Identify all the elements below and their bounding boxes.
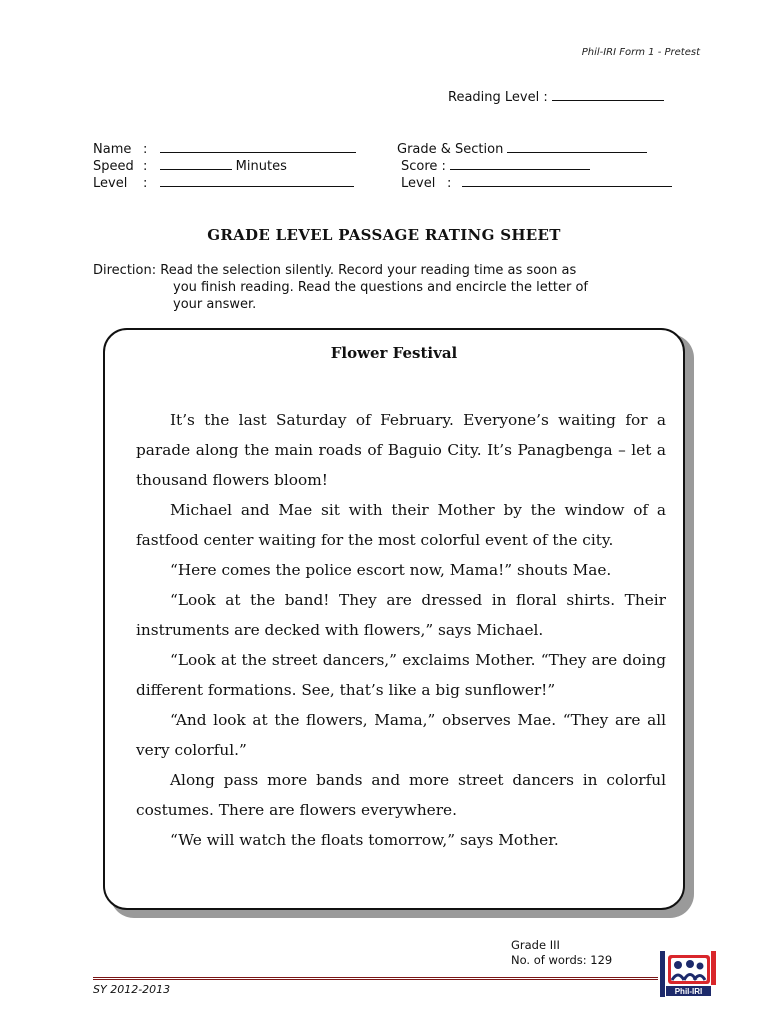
direction-block: [93, 262, 673, 313]
grade-section-blank[interactable]: [507, 140, 647, 153]
level2-field: Level :: [401, 174, 672, 191]
passage-title: Flower Festival: [330, 344, 458, 362]
passage-paragraph: “Look at the street dancers,” exclaims Mother. “They are doing different formations. See, that’s like a big sunflower!”: [136, 651, 666, 699]
level-blank[interactable]: [160, 174, 354, 187]
name-blank[interactable]: [160, 140, 356, 153]
grade-label: Grade III: [511, 938, 560, 952]
reading-level-field: [448, 88, 664, 105]
score-blank[interactable]: [450, 157, 590, 170]
direction-line-3: your answer.: [173, 297, 257, 312]
direction-label: Direction:: [93, 263, 157, 278]
speed-blank[interactable]: [160, 157, 232, 170]
name-label: Name: [93, 142, 132, 157]
reading-level-label: Reading Level :: [448, 90, 548, 105]
sheet-title: GRADE LEVEL PASSAGE RATING SHEET: [207, 226, 561, 244]
passage-paragraph: “Look at the band! They are dressed in floral shirts. Their instruments are decked with flowers,” says Michael.: [136, 591, 666, 639]
grade-info: [511, 938, 612, 968]
direction-line-1: Read the selection silently. Record your reading time as soon as: [160, 263, 577, 278]
score-label: Score :: [401, 159, 446, 174]
word-count: No. of words: 129: [511, 953, 613, 967]
score-field: [401, 157, 590, 174]
speed-label: Speed: [93, 159, 134, 174]
grade-section-field: [397, 140, 647, 157]
grade-section-label: Grade & Section: [397, 142, 504, 157]
passage-paragraph: “And look at the flowers, Mama,” observes Mae. “They are all very colorful.”: [136, 711, 666, 759]
school-year: SY 2012-2013: [93, 983, 171, 996]
reading-level-blank[interactable]: [552, 88, 664, 101]
passage-paragraph: Along pass more bands and more street dancers in colorful costumes. There are flowers everywhere.: [136, 771, 666, 819]
passage-paragraph: “Here comes the police escort now, Mama!” shouts Mae.: [170, 561, 612, 579]
passage-body: [136, 405, 666, 855]
speed-field: Speed : Minutes: [93, 159, 287, 174]
level-label: Level: [93, 176, 128, 191]
speed-unit: Minutes: [235, 159, 287, 174]
svg-text:Phil-IRI: Phil-IRI: [674, 987, 703, 996]
passage-paragraph: “We will watch the floats tomorrow,” says Mother.: [170, 831, 559, 849]
level-field: Level :: [93, 174, 354, 191]
name-field: Name :: [93, 140, 356, 157]
level2-blank[interactable]: [462, 174, 672, 187]
passage-paragraph: It’s the last Saturday of February. Everyone’s waiting for a parade along the main roads of Baguio City. It’s Panagbenga – let a thousand flowers bloom!: [136, 411, 666, 489]
level2-label: Level: [401, 176, 436, 191]
form-id: Phil-IRI Form 1 - Pretest: [581, 47, 700, 58]
phil-iri-logo-icon: [660, 951, 716, 997]
direction-line-2: you finish reading. Read the questions and encircle the letter of: [173, 280, 588, 295]
footer-rule: [93, 977, 658, 980]
passage-paragraph: Michael and Mae sit with their Mother by the window of a fastfood center waiting for the most colorful event of the city.: [136, 501, 666, 549]
